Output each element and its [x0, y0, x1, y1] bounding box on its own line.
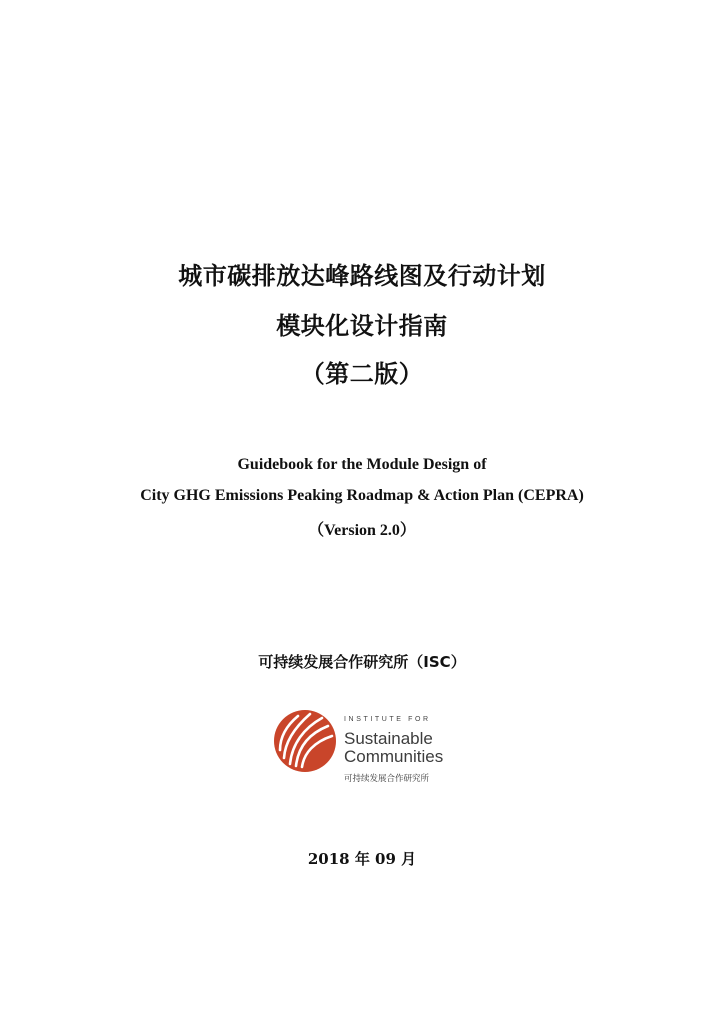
isc-logo-mark-icon [270, 706, 340, 776]
title-en-line2: City GHG Emissions Peaking Roadmap & Action Plan (CEPRA) [140, 487, 584, 504]
publish-date: 2018 年 09 月 [307, 850, 417, 868]
organization-name: 可持续发展合作研究所（ISC） [258, 653, 466, 671]
title-en-version: （Version 2.0） [308, 522, 416, 539]
title-cn-line2: 模块化设计指南 [276, 312, 448, 340]
isc-logo [270, 706, 470, 786]
logo-sustainable: Sustainable [344, 729, 433, 748]
logo-institute-for: INSTITUTE FOR [344, 716, 431, 723]
logo-communities: Communities [344, 747, 444, 766]
logo-cn-name: 可持续发展合作研究所 [344, 774, 430, 784]
title-en-line1: Guidebook for the Module Design of [237, 456, 487, 473]
title-cn-line1: 城市碳排放达峰路线图及行动计划 [178, 262, 546, 290]
title-cn-edition: （第二版） [300, 360, 424, 388]
